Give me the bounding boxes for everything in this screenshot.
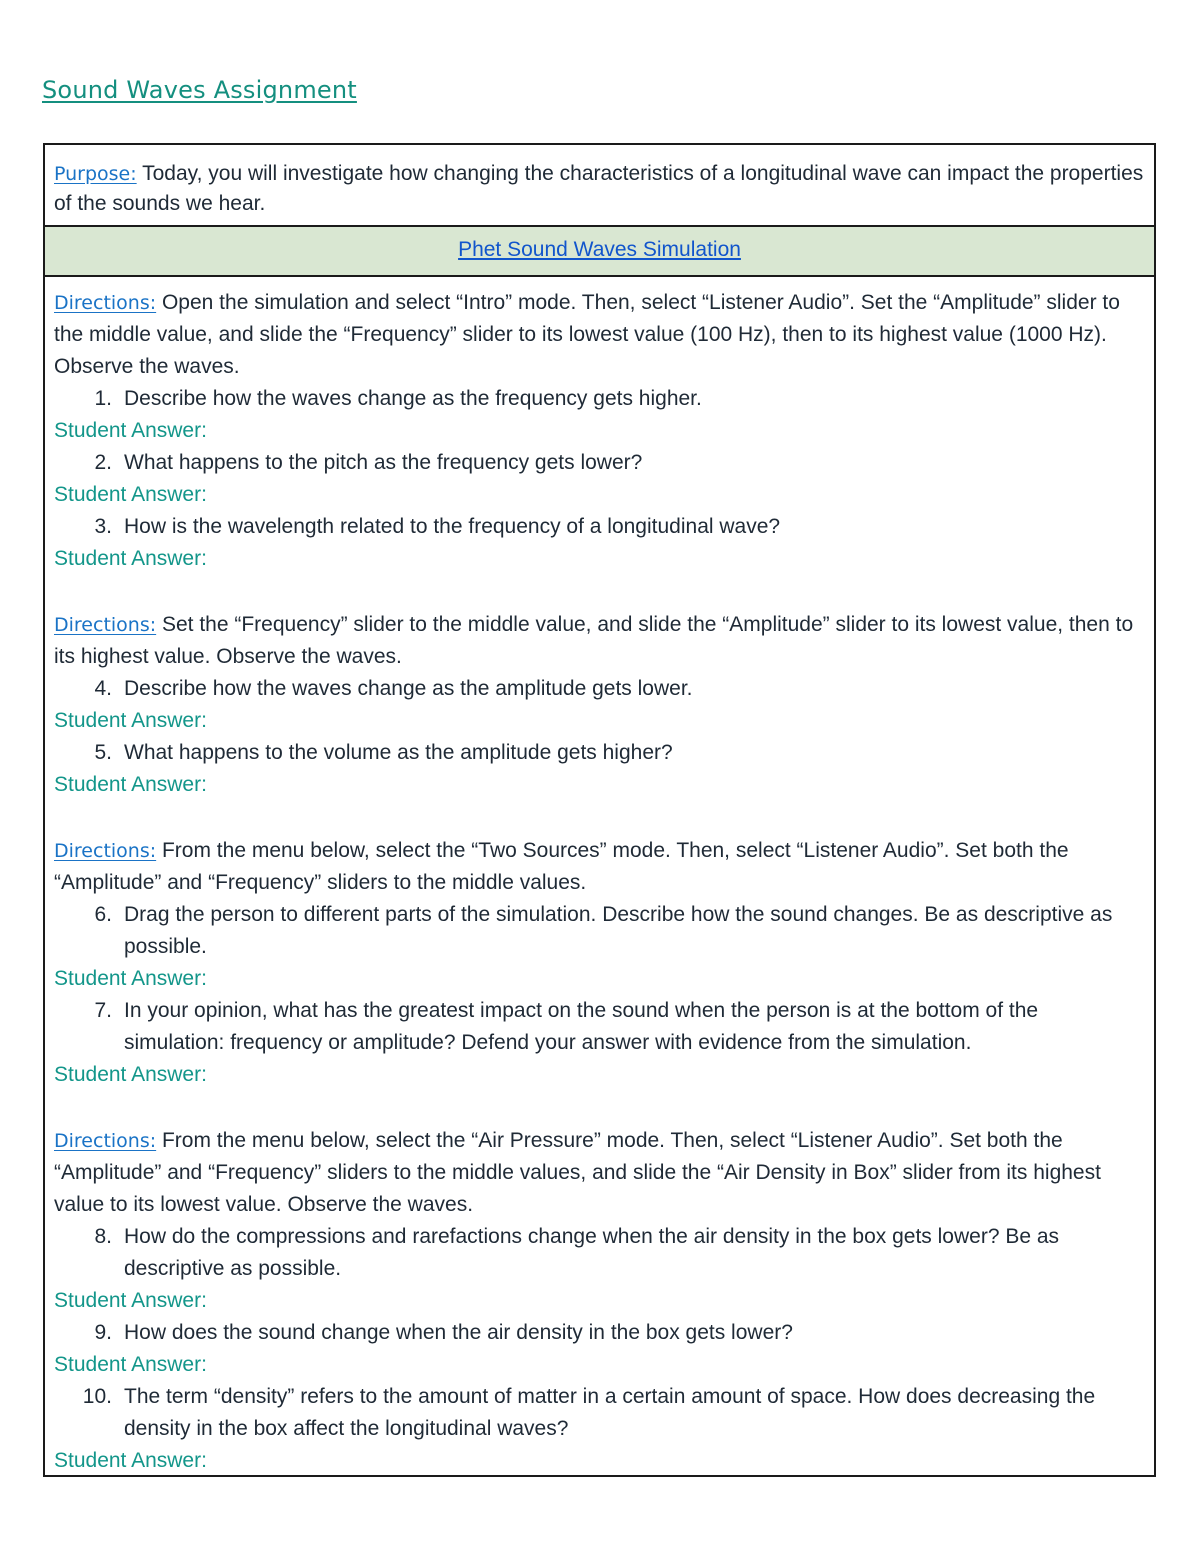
directions-text: Set the “Frequency” slider to the middle value, and slide the “Amplitude” slider to its lowest value, then to its highest value. Observe the waves.: [54, 613, 1134, 668]
directions-paragraph: [54, 835, 1144, 899]
student-answer-label: Student Answer:: [54, 967, 207, 990]
assignment-table: [43, 143, 1156, 1477]
question-text: Drag the person to different parts of the simulation. Describe how the sound changes. Be as descriptive as possible.: [124, 903, 1113, 958]
student-answer-label: Student Answer:: [54, 419, 207, 442]
directions-text: From the menu below, select the “Two Sources” mode. Then, select “Listener Audio”. Set both the “Amplitude” and “Frequency” sliders to the middle values.: [54, 839, 1069, 894]
student-answer-label: Student Answer:: [54, 547, 207, 570]
question-number: 10.: [82, 1385, 112, 1408]
student-answer-label: Student Answer:: [54, 1289, 207, 1312]
question-2: [54, 447, 1144, 479]
student-answer-label: Student Answer:: [54, 773, 207, 796]
question-number: 7.: [94, 999, 112, 1022]
question-number: 1.: [94, 387, 112, 410]
purpose-text: Today, you will investigate how changing the characteristics of a longitudinal wave can impact the properties of the sounds we hear.: [54, 162, 1144, 215]
question-3: [54, 511, 1144, 543]
question-text: What happens to the volume as the amplitude gets higher?: [124, 741, 673, 764]
directions-text: Open the simulation and select “Intro” mode. Then, select “Listener Audio”. Set the “Amplitude” slider to the middle value, and slide the “Frequency” slider to its lowest value (100 Hz), then to its highest value (1000 Hz). Observe the waves.: [54, 291, 1120, 378]
directions-label: Directions:: [54, 292, 157, 314]
purpose-label: Purpose:: [54, 163, 137, 185]
question-text: How do the compressions and rarefactions change when the air density in the box gets lower? Be as descriptive as possible.: [124, 1225, 1060, 1280]
section-spacer: [54, 575, 1144, 609]
question-text: What happens to the pitch as the frequency gets lower?: [124, 451, 643, 474]
question-text: How does the sound change when the air density in the box gets lower?: [124, 1321, 793, 1344]
question-number: 3.: [94, 515, 112, 538]
question-number: 8.: [94, 1225, 112, 1248]
directions-paragraph: [54, 287, 1144, 383]
question-number: 2.: [94, 451, 112, 474]
purpose-cell: [45, 145, 1154, 227]
section-spacer: [54, 1091, 1144, 1125]
directions-label: Directions:: [54, 614, 157, 636]
question-7: [54, 995, 1144, 1059]
question-text: How is the wavelength related to the frequency of a longitudinal wave?: [124, 515, 781, 538]
section-spacer: [54, 801, 1144, 835]
student-answer-label: Student Answer:: [54, 1063, 207, 1086]
question-text: Describe how the waves change as the frequency gets higher.: [124, 387, 702, 410]
directions-text: From the menu below, select the “Air Pressure” mode. Then, select “Listener Audio”. Set both the “Amplitude” and “Frequency” sliders to the middle values, and slide the “Air Density in Box” slider from its highest value to its lowest value. Observe the waves.: [54, 1129, 1101, 1216]
student-answer-label: Student Answer:: [54, 1449, 207, 1472]
question-number: 4.: [94, 677, 112, 700]
directions-label: Directions:: [54, 840, 157, 862]
question-6: [54, 899, 1144, 963]
question-10: [54, 1381, 1144, 1445]
question-4: [54, 673, 1144, 705]
directions-label: Directions:: [54, 1130, 157, 1152]
question-9: [54, 1317, 1144, 1349]
student-answer-label: Student Answer:: [54, 709, 207, 732]
question-number: 6.: [94, 903, 112, 926]
simulation-link[interactable]: Phet Sound Waves Simulation: [458, 238, 741, 261]
question-text: The term “density” refers to the amount of matter in a certain amount of space. How does decreasing the density in the box affect the longitudinal waves?: [124, 1385, 1096, 1440]
document-title: Sound Waves Assignment: [42, 76, 357, 104]
question-text: In your opinion, what has the greatest impact on the sound when the person is at the bottom of the simulation: frequency or amplitude? Defend your answer with evidence from the simulation.: [124, 999, 1039, 1054]
question-number: 9.: [94, 1321, 112, 1344]
question-8: [54, 1221, 1144, 1285]
student-answer-label: Student Answer:: [54, 1353, 207, 1376]
simulation-header-cell: [45, 227, 1154, 277]
directions-paragraph: [54, 1125, 1144, 1221]
question-text: Describe how the waves change as the amplitude gets lower.: [124, 677, 693, 700]
question-5: [54, 737, 1144, 769]
directions-paragraph: [54, 609, 1144, 673]
question-number: 5.: [94, 741, 112, 764]
questions-cell: [54, 287, 1144, 1477]
student-answer-label: Student Answer:: [54, 483, 207, 506]
question-1: [54, 383, 1144, 415]
